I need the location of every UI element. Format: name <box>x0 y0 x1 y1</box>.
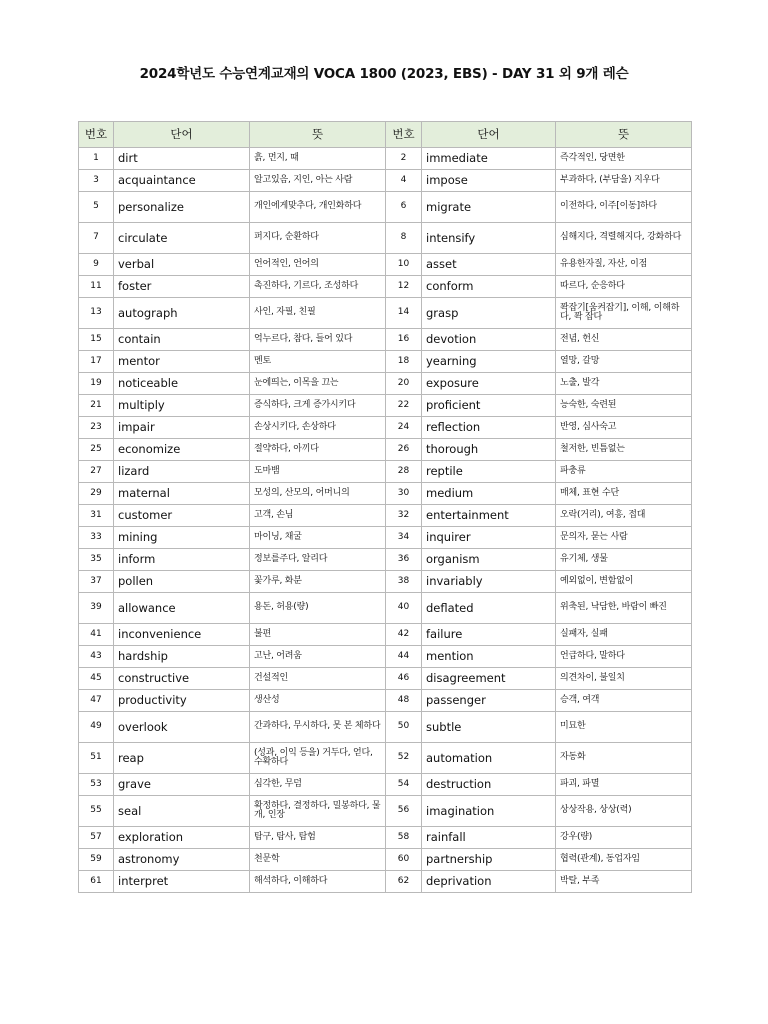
word: personalize <box>114 192 250 223</box>
word-number: 56 <box>386 796 422 827</box>
word: immediate <box>422 148 556 170</box>
word-meaning: 노출, 발각 <box>556 373 692 395</box>
word-meaning: 도마뱀 <box>250 461 386 483</box>
word-meaning: 미묘한 <box>556 712 692 743</box>
word-number: 54 <box>386 774 422 796</box>
word: exposure <box>422 373 556 395</box>
table-row <box>79 624 692 646</box>
word-meaning: 파괴, 파멸 <box>556 774 692 796</box>
word: pollen <box>114 571 250 593</box>
word: multiply <box>114 395 250 417</box>
word-meaning: 퍼지다, 순환하다 <box>250 223 386 254</box>
word: inform <box>114 549 250 571</box>
word-number: 58 <box>386 827 422 849</box>
header-word-2: 단어 <box>422 122 556 148</box>
word: disagreement <box>422 668 556 690</box>
word-meaning: 박탈, 부족 <box>556 871 692 893</box>
word: reflection <box>422 417 556 439</box>
word-number: 1 <box>79 148 114 170</box>
word-number: 28 <box>386 461 422 483</box>
word-meaning: 정보를주다, 알리다 <box>250 549 386 571</box>
word-meaning: 촉진하다, 기르다, 조성하다 <box>250 276 386 298</box>
word-number: 33 <box>79 527 114 549</box>
word: destruction <box>422 774 556 796</box>
word: impair <box>114 417 250 439</box>
word-number: 4 <box>386 170 422 192</box>
word: proficient <box>422 395 556 417</box>
table-row <box>79 743 692 774</box>
word: exploration <box>114 827 250 849</box>
header-meaning: 뜻 <box>250 122 386 148</box>
word-number: 59 <box>79 849 114 871</box>
word-meaning: 심각한, 무덤 <box>250 774 386 796</box>
word-meaning: 자동화 <box>556 743 692 774</box>
word-meaning: 해석하다, 이해하다 <box>250 871 386 893</box>
word: subtle <box>422 712 556 743</box>
word-number: 31 <box>79 505 114 527</box>
word: intensify <box>422 223 556 254</box>
word: autograph <box>114 298 250 329</box>
table-row <box>79 254 692 276</box>
word-meaning: 강우(량) <box>556 827 692 849</box>
page-title: 2024학년도 수능연계교재의 VOCA 1800 (2023, EBS) - DAY 31 외 9개 레슨 <box>139 66 629 82</box>
word: entertainment <box>422 505 556 527</box>
word: customer <box>114 505 250 527</box>
word: deflated <box>422 593 556 624</box>
header-number-2: 번호 <box>386 122 422 148</box>
word-number: 26 <box>386 439 422 461</box>
word-meaning: 능숙한, 숙련된 <box>556 395 692 417</box>
word-number: 30 <box>386 483 422 505</box>
word-meaning: 매체, 표현 수단 <box>556 483 692 505</box>
word: mining <box>114 527 250 549</box>
word-number: 55 <box>79 796 114 827</box>
word-number: 37 <box>79 571 114 593</box>
word-meaning: 의견차이, 불일치 <box>556 668 692 690</box>
word-number: 11 <box>79 276 114 298</box>
word-meaning: 협력(관계), 동업자임 <box>556 849 692 871</box>
word-number: 32 <box>386 505 422 527</box>
word: hardship <box>114 646 250 668</box>
word-meaning: 생산성 <box>250 690 386 712</box>
word-meaning: 오락(거리), 여흥, 접대 <box>556 505 692 527</box>
word-number: 51 <box>79 743 114 774</box>
word: grasp <box>422 298 556 329</box>
word-meaning: 불편 <box>250 624 386 646</box>
word-meaning: 언급하다, 말하다 <box>556 646 692 668</box>
word-meaning: 부과하다, (부담을) 지우다 <box>556 170 692 192</box>
word-meaning: 눈에띄는, 이목을 끄는 <box>250 373 386 395</box>
word-number: 7 <box>79 223 114 254</box>
table-row <box>79 871 692 893</box>
table-row <box>79 395 692 417</box>
word: asset <box>422 254 556 276</box>
word-number: 12 <box>386 276 422 298</box>
word-meaning: 마이닝, 채굴 <box>250 527 386 549</box>
word: imagination <box>422 796 556 827</box>
word: medium <box>422 483 556 505</box>
word-number: 53 <box>79 774 114 796</box>
word-meaning: 간과하다, 무시하다, 못 본 체하다 <box>250 712 386 743</box>
word: overlook <box>114 712 250 743</box>
word-meaning: 억누르다, 참다, 들어 있다 <box>250 329 386 351</box>
word-meaning: 실패자, 실패 <box>556 624 692 646</box>
word: inquirer <box>422 527 556 549</box>
word-meaning: (성과, 이익 등을) 거두다, 얻다, 수확하다 <box>250 743 386 774</box>
word: organism <box>422 549 556 571</box>
word-meaning: 흙, 먼지, 때 <box>250 148 386 170</box>
word-meaning: 용돈, 허용(량) <box>250 593 386 624</box>
word-number: 40 <box>386 593 422 624</box>
word: failure <box>422 624 556 646</box>
word-meaning: 손상시키다, 손상하다 <box>250 417 386 439</box>
word-meaning: 예외없이, 변함없이 <box>556 571 692 593</box>
word-meaning: 승객, 여객 <box>556 690 692 712</box>
table-row <box>79 646 692 668</box>
word-number: 22 <box>386 395 422 417</box>
word-number: 52 <box>386 743 422 774</box>
word-number: 45 <box>79 668 114 690</box>
table-row <box>79 439 692 461</box>
word: deprivation <box>422 871 556 893</box>
word-meaning: 언어적인, 언어의 <box>250 254 386 276</box>
table-row <box>79 329 692 351</box>
word-meaning: 사인, 자필, 친필 <box>250 298 386 329</box>
word: mentor <box>114 351 250 373</box>
word-number: 15 <box>79 329 114 351</box>
header-number: 번호 <box>79 122 114 148</box>
word: maternal <box>114 483 250 505</box>
word-number: 9 <box>79 254 114 276</box>
word: economize <box>114 439 250 461</box>
word-meaning: 멘토 <box>250 351 386 373</box>
word: constructive <box>114 668 250 690</box>
word-number: 57 <box>79 827 114 849</box>
word: invariably <box>422 571 556 593</box>
word-number: 20 <box>386 373 422 395</box>
table-row <box>79 276 692 298</box>
word: reptile <box>422 461 556 483</box>
table-row <box>79 849 692 871</box>
word-number: 2 <box>386 148 422 170</box>
word-meaning: 고난, 어려움 <box>250 646 386 668</box>
word: dirt <box>114 148 250 170</box>
word-number: 42 <box>386 624 422 646</box>
word: productivity <box>114 690 250 712</box>
table-row <box>79 351 692 373</box>
word-meaning: 열망, 갈망 <box>556 351 692 373</box>
word: verbal <box>114 254 250 276</box>
word: inconvenience <box>114 624 250 646</box>
word-number: 47 <box>79 690 114 712</box>
word-number: 18 <box>386 351 422 373</box>
table-row <box>79 483 692 505</box>
word-meaning: 유용한자질, 자산, 이점 <box>556 254 692 276</box>
word-meaning: 철저한, 빈틈없는 <box>556 439 692 461</box>
table-row <box>79 796 692 827</box>
table-row <box>79 712 692 743</box>
word-meaning: 꽉잡기[움켜잡기], 이해, 이해하다, 꽉 잡다 <box>556 298 692 329</box>
table-row <box>79 223 692 254</box>
header-meaning-2: 뜻 <box>556 122 692 148</box>
vocabulary-table <box>78 121 692 893</box>
word: grave <box>114 774 250 796</box>
word-meaning: 문의자, 묻는 사람 <box>556 527 692 549</box>
table-row <box>79 505 692 527</box>
word: passenger <box>422 690 556 712</box>
table-header-row <box>79 122 692 148</box>
table-row <box>79 668 692 690</box>
word-number: 35 <box>79 549 114 571</box>
word-number: 61 <box>79 871 114 893</box>
table-row <box>79 571 692 593</box>
word: migrate <box>422 192 556 223</box>
word: rainfall <box>422 827 556 849</box>
table-row <box>79 549 692 571</box>
word-meaning: 유기체, 생물 <box>556 549 692 571</box>
word: seal <box>114 796 250 827</box>
word: allowance <box>114 593 250 624</box>
word-meaning: 고객, 손님 <box>250 505 386 527</box>
table-row <box>79 690 692 712</box>
table-row <box>79 417 692 439</box>
word-number: 60 <box>386 849 422 871</box>
word-number: 14 <box>386 298 422 329</box>
word-meaning: 상상작용, 상상(력) <box>556 796 692 827</box>
word-number: 36 <box>386 549 422 571</box>
word-number: 44 <box>386 646 422 668</box>
word-meaning: 개인에게맞추다, 개인화하다 <box>250 192 386 223</box>
word-meaning: 천문학 <box>250 849 386 871</box>
word: reap <box>114 743 250 774</box>
word: conform <box>422 276 556 298</box>
word-meaning: 증식하다, 크게 증가시키다 <box>250 395 386 417</box>
word-number: 6 <box>386 192 422 223</box>
word-meaning: 위축된, 낙담한, 바람이 빠진 <box>556 593 692 624</box>
word: impose <box>422 170 556 192</box>
word-number: 50 <box>386 712 422 743</box>
word-meaning: 파충류 <box>556 461 692 483</box>
word-number: 16 <box>386 329 422 351</box>
table-row <box>79 170 692 192</box>
word: foster <box>114 276 250 298</box>
word-number: 62 <box>386 871 422 893</box>
word-number: 17 <box>79 351 114 373</box>
word-number: 38 <box>386 571 422 593</box>
word: astronomy <box>114 849 250 871</box>
table-row <box>79 373 692 395</box>
table-row <box>79 148 692 170</box>
word-number: 21 <box>79 395 114 417</box>
word-number: 46 <box>386 668 422 690</box>
word-number: 41 <box>79 624 114 646</box>
word: lizard <box>114 461 250 483</box>
word-meaning: 건설적인 <box>250 668 386 690</box>
word-meaning: 반영, 심사숙고 <box>556 417 692 439</box>
word-number: 27 <box>79 461 114 483</box>
word: thorough <box>422 439 556 461</box>
table-row <box>79 461 692 483</box>
table-row <box>79 298 692 329</box>
word-number: 48 <box>386 690 422 712</box>
word-meaning: 이전하다, 이주[이동]하다 <box>556 192 692 223</box>
table-row <box>79 827 692 849</box>
word: acquaintance <box>114 170 250 192</box>
word: devotion <box>422 329 556 351</box>
word: partnership <box>422 849 556 871</box>
word-meaning: 꽃가루, 화분 <box>250 571 386 593</box>
word: mention <box>422 646 556 668</box>
word-number: 29 <box>79 483 114 505</box>
word-number: 25 <box>79 439 114 461</box>
word-meaning: 따르다, 순응하다 <box>556 276 692 298</box>
word-number: 5 <box>79 192 114 223</box>
word-meaning: 전념, 헌신 <box>556 329 692 351</box>
word-meaning: 모성의, 산모의, 어머니의 <box>250 483 386 505</box>
word-meaning: 확정하다, 결정하다, 밀봉하다, 물개, 인장 <box>250 796 386 827</box>
word-number: 34 <box>386 527 422 549</box>
table-row <box>79 192 692 223</box>
word-number: 19 <box>79 373 114 395</box>
word-number: 3 <box>79 170 114 192</box>
word-meaning: 즉각적인, 당면한 <box>556 148 692 170</box>
word: noticeable <box>114 373 250 395</box>
table-row <box>79 527 692 549</box>
word-number: 8 <box>386 223 422 254</box>
word-number: 49 <box>79 712 114 743</box>
word: interpret <box>114 871 250 893</box>
table-row <box>79 774 692 796</box>
word: circulate <box>114 223 250 254</box>
word-meaning: 탐구, 탐사, 탐험 <box>250 827 386 849</box>
word: contain <box>114 329 250 351</box>
header-word: 단어 <box>114 122 250 148</box>
word-number: 43 <box>79 646 114 668</box>
word-meaning: 심해지다, 격렬해지다, 강화하다 <box>556 223 692 254</box>
word-number: 13 <box>79 298 114 329</box>
word-meaning: 알고있음, 지인, 아는 사람 <box>250 170 386 192</box>
word-number: 10 <box>386 254 422 276</box>
word-number: 24 <box>386 417 422 439</box>
word-number: 39 <box>79 593 114 624</box>
table-row <box>79 593 692 624</box>
word-meaning: 절약하다, 아끼다 <box>250 439 386 461</box>
word: automation <box>422 743 556 774</box>
word-number: 23 <box>79 417 114 439</box>
word: yearning <box>422 351 556 373</box>
